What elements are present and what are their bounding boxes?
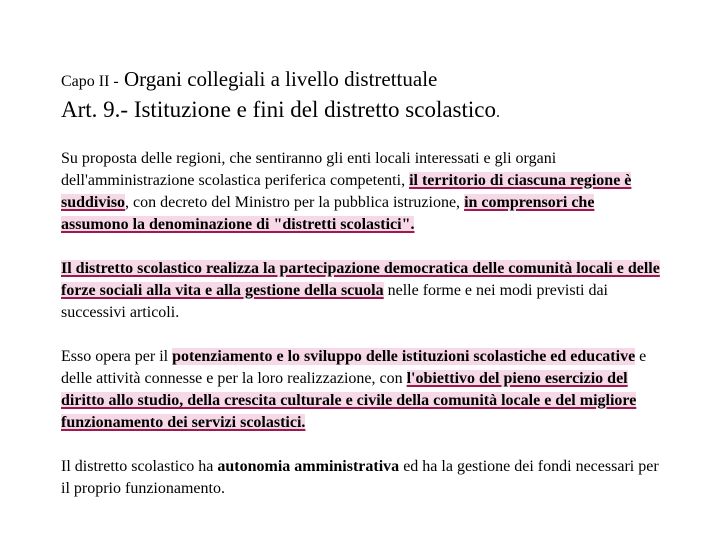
p4-text-1: Il distretto scolastico ha: [61, 458, 218, 475]
p3-highlight-1: potenziamento e lo sviluppo delle istituzioni scolastiche ed educative: [172, 348, 636, 365]
p2-text-1: nelle forme e nei modi previsti dai successivi articoli.: [61, 282, 608, 321]
p1-text-2: , con decreto del Ministro per la pubblica istruzione,: [125, 194, 465, 211]
p1-highlight-2: in comprensori che assumono la denominazione di "distretti scolastici".: [61, 194, 595, 233]
chapter-title: Organi collegiali a livello distrettuale: [118, 67, 438, 91]
article-title-period: .: [495, 104, 500, 121]
p3-text-2: e delle attività connesse e per la loro realizzazione, con: [61, 348, 647, 387]
p3-highlight-2: l'obiettivo del pieno esercizio del diritto allo studio, della crescita culturale e civile della comunità locale e del migliore funzionamento dei servizi scolastici.: [61, 370, 637, 431]
paragraph-1: [61, 148, 661, 236]
chapter-heading: [61, 66, 661, 95]
p4-text-2: ed ha la gestione dei fondi necessari per il proprio funzionamento.: [61, 458, 659, 497]
paragraph-4: [61, 456, 661, 500]
paragraph-3: [61, 346, 661, 434]
p4-bold-1: autonomia amministrativa: [217, 458, 400, 475]
p2-highlight-1: Il distretto scolastico realizza la partecipazione democratica delle comunità locali e delle forze sociali alla vita e alla gestione della scuola: [61, 260, 660, 299]
article-title: Art. 9.- Istituzione e fini del distretto scolastico: [61, 97, 496, 122]
p3-text-1: Esso opera per il: [61, 348, 173, 365]
p1-highlight-1: il territorio di ciascuna regione è suddiviso: [61, 172, 632, 211]
chapter-number: Capo II -: [61, 73, 119, 90]
paragraph-2: [61, 258, 661, 324]
article-heading: [61, 95, 661, 128]
p1-text-1: Su proposta delle regioni, che sentiranno gli enti locali interessati e gli organi dell'amministrazione scolastica periferica competenti,: [61, 150, 557, 189]
document-body: [61, 66, 661, 500]
